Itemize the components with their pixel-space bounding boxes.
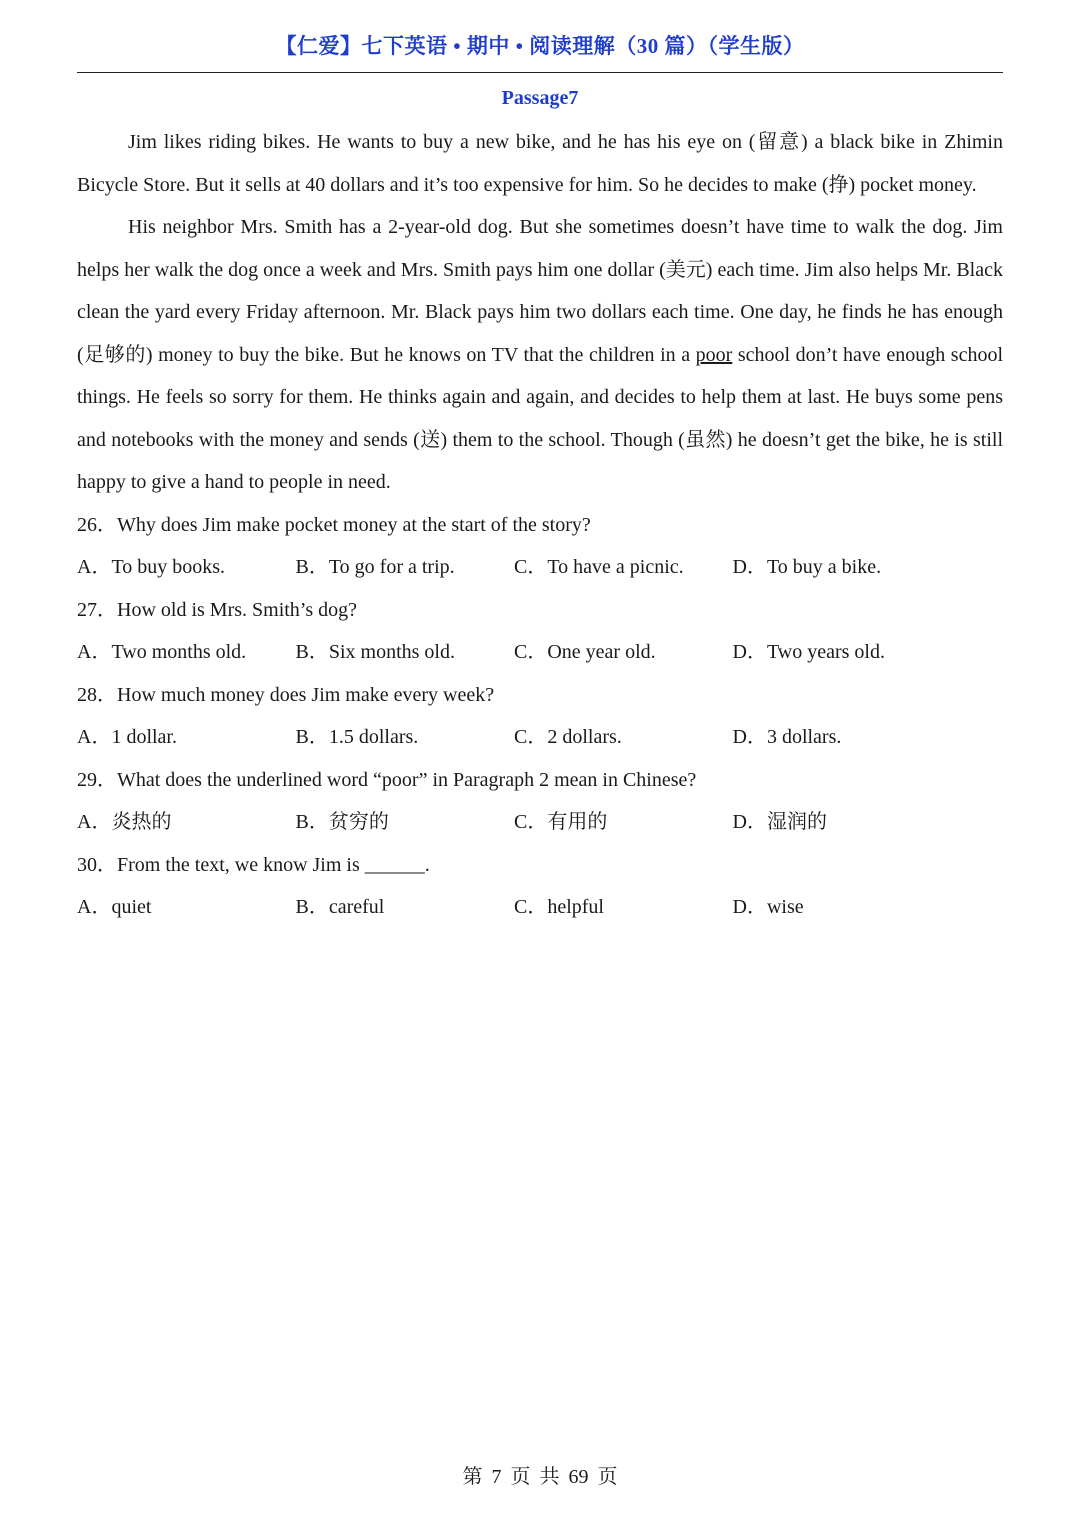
option-b: B．careful bbox=[295, 896, 385, 918]
option-c: C．2 dollars. bbox=[514, 726, 622, 748]
option-row bbox=[77, 631, 1003, 674]
option-b: B．1.5 dollars. bbox=[295, 726, 419, 748]
option-a: A．quiet bbox=[77, 896, 152, 918]
question-29 bbox=[77, 759, 1003, 844]
option-d: D．湿润的 bbox=[732, 811, 827, 833]
option-d: D．To buy a bike. bbox=[732, 556, 882, 578]
paragraph-2-part-1: His neighbor Mrs. Smith has a 2-year-old dog. But she sometimes doesn’t have time to walk the dog. Jim helps her walk the dog once a week and Mrs. Smith pays him one dollar (美元) each time. Jim also helps Mr. Black clean the yard every Friday afternoon. Mr. Black pays him two dollars each time. One day, he finds he has enough (足够的) money to buy the bike. But he knows on TV that the children in a bbox=[77, 216, 1003, 366]
option-c: C．有用的 bbox=[514, 811, 608, 833]
option-c: C．To have a picnic. bbox=[514, 556, 684, 578]
paragraph-2-part-2: school don’t have enough school things. He feels so sorry for them. He thinks again and again, and decides to help them at last. He buys some pens and notebooks with the money and sends (送) them to the school. Though (虽然) he doesn’t get the bike, he is still happy to give a hand to people in need. bbox=[77, 343, 1003, 493]
question-28 bbox=[77, 674, 1003, 759]
option-row bbox=[77, 716, 1003, 759]
paragraph-2 bbox=[77, 206, 1003, 504]
option-a: A．Two months old. bbox=[77, 641, 247, 663]
header-divider bbox=[77, 72, 1003, 73]
question-27 bbox=[77, 589, 1003, 674]
option-d: D．Two years old. bbox=[732, 641, 885, 663]
option-a: A．1 dollar. bbox=[77, 726, 177, 748]
page-header: 【仁爱】七下英语 • 期中 • 阅读理解（30 篇）（学生版） bbox=[275, 34, 805, 58]
question-stem: 29．What does the underlined word “poor” in Paragraph 2 mean in Chinese? bbox=[77, 768, 697, 791]
option-b: B．贫穷的 bbox=[295, 811, 389, 833]
passage-title: Passage7 bbox=[501, 87, 579, 109]
option-c: C．helpful bbox=[514, 896, 604, 918]
question-30 bbox=[77, 844, 1003, 929]
option-c: C．One year old. bbox=[514, 641, 656, 663]
document-body bbox=[77, 121, 1003, 929]
option-d: D．3 dollars. bbox=[732, 726, 842, 748]
option-a: A．To buy books. bbox=[77, 556, 226, 578]
option-b: B．To go for a trip. bbox=[295, 556, 455, 578]
underlined-word-poor: poor bbox=[695, 343, 733, 366]
question-stem: 30．From the text, we know Jim is ______. bbox=[77, 853, 430, 876]
paragraph-1: Jim likes riding bikes. He wants to buy a new bike, and he has his eye on (留意) a black bike in Zhimin Bicycle Store. But it sells at 40 dollars and it’s too expensive for him. So he decides to make (挣) pocket money. bbox=[77, 131, 1003, 196]
question-stem: 28．How much money does Jim make every week? bbox=[77, 683, 495, 706]
option-row bbox=[77, 546, 1003, 589]
page-number: 第 7 页 共 69 页 bbox=[462, 1466, 618, 1488]
option-b: B．Six months old. bbox=[295, 641, 455, 663]
option-row bbox=[77, 801, 1003, 844]
option-row bbox=[77, 886, 1003, 929]
option-a: A．炎热的 bbox=[77, 811, 172, 833]
question-stem: 27．How old is Mrs. Smith’s dog? bbox=[77, 598, 358, 621]
option-d: D．wise bbox=[732, 896, 804, 918]
question-26 bbox=[77, 504, 1003, 589]
question-stem: 26．Why does Jim make pocket money at the start of the story? bbox=[77, 513, 591, 536]
